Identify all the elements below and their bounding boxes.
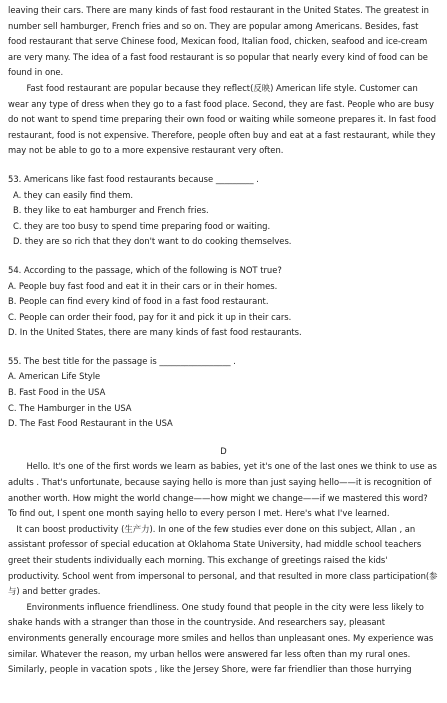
option-a: A. American Life Style: [8, 371, 101, 382]
question-54: [8, 263, 439, 341]
question-stem: 55. The best title for the passage is _________________ .: [8, 355, 236, 366]
question-55: [8, 354, 439, 432]
question-53: [8, 172, 439, 250]
option-c: C. People can order their food, pay for it and pick it up in their cars.: [8, 311, 292, 322]
passage-c-paragraph-2: Fast food restaurant are popular because they reflect(反映) American life style. Customer can wear any type of dress when they go to a fast food place. Second, they are fast. People who are busy do not want to spend time preparing their own food or waiting while someone prepares it. In fast food restaurant, food is not expensive. Therefore, people often buy and eat at a fast restaurant, while they may not be able to go to a more expensive restaurant very often.: [8, 82, 437, 156]
option-c: C. The Hamburger in the USA: [8, 402, 132, 413]
question-stem: 54. According to the passage, which of the following is NOT true?: [8, 264, 282, 275]
question-stem: 53. Americans like fast food restaurants because _________ .: [8, 173, 259, 184]
option-a: A. they can easily find them.: [13, 189, 134, 200]
option-b: B. Fast Food in the USA: [8, 387, 106, 398]
passage-d-heading: D: [220, 445, 227, 456]
option-d: D. The Fast Food Restaurant in the USA: [8, 418, 173, 429]
passage-d-paragraph-1: Hello. It's one of the first words we learn as babies, yet it's one of the last ones we think to use as adults . That's unfortunate, because saying hello is more than just saying hello——it is recognition of another worth. How might the world change——how might we change——if we mastered this word? To find out, I spent one month saying hello to every person I met. Here's what I've learned.: [8, 461, 437, 519]
option-c: C. they are too busy to spend time preparing food or waiting.: [13, 220, 271, 231]
option-b: B. People can find every kind of food in a fast food restaurant.: [8, 296, 269, 307]
option-a: A. People buy fast food and eat it in their cars or in their homes.: [8, 280, 278, 291]
passage-d-paragraph-3: Environments influence friendliness. One study found that people in the city were less likely to shake hands with a stranger than those in the countryside. And researchers say, pleasant environments generally encourage more smiles and hellos than unpleasant ones. My experience was similar. Whatever the reason, my urban hellos were answered far less often than my rural ones. Similarly, people in vacation spots , like the Jersey Shore, were far friendlier than those hurrying: [8, 601, 434, 675]
option-b: B. they like to eat hamburger and French fries.: [13, 205, 209, 216]
passage-c-paragraph-1: leaving their cars. There are many kinds of fast food restaurant in the United States. The greatest in number sell hamburger, French fries and so on. They are popular among Americans. Besides, fast food restaurant that serve Chinese food, Mexican food, Italian food, chicken, seafood and ice-cream are very many. The idea of a fast food restaurant is so popular that nearly every kind of food can be found in one.: [8, 5, 429, 78]
passage-d-paragraph-2: It can boost productivity (生产力). In one of the few studies ever done on this subject, Allan , an assistant professor of special education at Oklahoma State University, had middle school teachers greet their students individually each morning. This exchange of greetings raised the kids' productivity. School went from impersonal to personal, and that resulted in more class participation(参与) and better grades.: [8, 523, 438, 597]
option-d: D. they are so rich that they don't want to do cooking themselves.: [13, 236, 292, 247]
option-d: D. In the United States, there are many kinds of fast food restaurants.: [8, 327, 302, 338]
